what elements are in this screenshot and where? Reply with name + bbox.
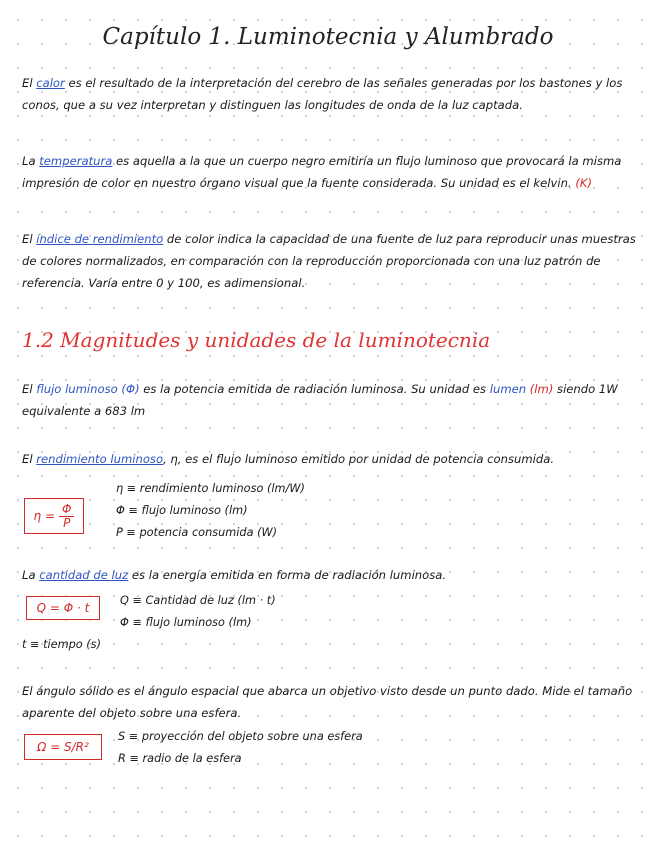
- definition-phi: Φ ≡ flujo luminoso (lm): [120, 616, 252, 629]
- paragraph-temperatura: [22, 150, 636, 194]
- definition-q: Q ≡ Cantidad de luz (lm · t): [120, 594, 276, 607]
- text-fragment: de color indica la capacidad de una fuente de luz para reproducir unas muestras de colores normalizados, en comparación con la reproducción proporcionada con una luz patrón de referencia. Varía entre 0 y 100, es adimensional.: [22, 232, 636, 290]
- text-fragment: El: [22, 452, 37, 466]
- definition-time: t ≡ tiempo (s): [22, 638, 101, 651]
- text-fragment: El: [22, 76, 37, 90]
- paragraph-flujo: [22, 378, 636, 422]
- term-cantidad-luz: cantidad de luz: [39, 568, 129, 582]
- text-fragment: El: [22, 382, 37, 396]
- paragraph-rendimiento: [22, 448, 636, 470]
- definition-phi: Φ ≡ flujo luminoso (lm): [116, 504, 248, 517]
- text-fragment: es el resultado de la interpretación del cerebro de las señales generadas por los bastones y los conos, que a su vez interpretan y distinguen las longitudes de onda de la luz captada.: [22, 76, 623, 112]
- text-fragment: La: [22, 154, 40, 168]
- paragraph-cantidad-luz: [22, 564, 636, 586]
- paragraph-angulo-solido: El ángulo sólido es el ángulo espacial que abarca un objetivo visto desde un punto dado. Mide el tamaño aparente del objeto sobre una esfera.: [22, 684, 633, 720]
- paragraph-indice: [22, 228, 636, 294]
- term-temperatura: temperatura: [39, 154, 113, 168]
- term-calor: calor: [36, 76, 65, 90]
- paragraph-calor: [22, 72, 636, 116]
- text-fragment: siendo 1W equivalente a 683 lm: [22, 382, 618, 418]
- unit-lm: (lm): [529, 382, 554, 396]
- text-fragment: es aquella a la que un cuerpo negro emitiría un flujo luminoso que provocará la misma impresión de color en nuestro órgano visual que la fuente considerada. Su unidad es el kelvin.: [22, 154, 622, 190]
- formula-fraction: [59, 503, 74, 530]
- definition-s: S ≡ proyección del objeto sobre una esfera: [118, 730, 363, 743]
- formula-numerator: Φ: [59, 503, 74, 517]
- formula-denominator: P: [63, 515, 71, 530]
- term-rendimiento-luminoso: rendimiento luminoso: [36, 452, 164, 466]
- term-indice-rendimiento: índice de rendimiento: [36, 232, 164, 246]
- definitions-cantidad-luz: [120, 590, 276, 634]
- definitions-angulo-solido: [118, 726, 363, 770]
- definition-eta: η ≡ rendimiento luminoso (lm/W): [116, 482, 305, 495]
- formula-lhs: η =: [33, 509, 56, 523]
- definitions-rendimiento: [116, 478, 305, 544]
- page-title: Capítulo 1. Luminotecnia y Alumbrado: [102, 24, 554, 50]
- text-fragment: es la energía emitida en forma de radiación luminosa.: [128, 568, 447, 582]
- text-fragment: es la potencia emitida de radiación luminosa. Su unidad es: [139, 382, 490, 396]
- unit-kelvin: (K): [575, 176, 592, 190]
- unit-lumen: lumen: [489, 382, 527, 396]
- formula-cantidad-luz: Q = Φ · t: [26, 596, 100, 620]
- section-heading: 1.2 Magnitudes y unidades de la luminotecnia: [22, 328, 491, 352]
- text-fragment: El: [22, 232, 37, 246]
- definition-p: P ≡ potencia consumida (W): [116, 526, 278, 539]
- text-fragment: La: [22, 568, 40, 582]
- definition-r: R ≡ radio de la esfera: [118, 752, 242, 765]
- text-fragment: , η, es el flujo luminoso emitido por unidad de potencia consumida.: [163, 452, 555, 466]
- formula-angulo-solido: Ω = S/R²: [24, 734, 102, 760]
- formula-rendimiento: [24, 498, 84, 534]
- term-flujo-luminoso: flujo luminoso (Φ): [36, 382, 140, 396]
